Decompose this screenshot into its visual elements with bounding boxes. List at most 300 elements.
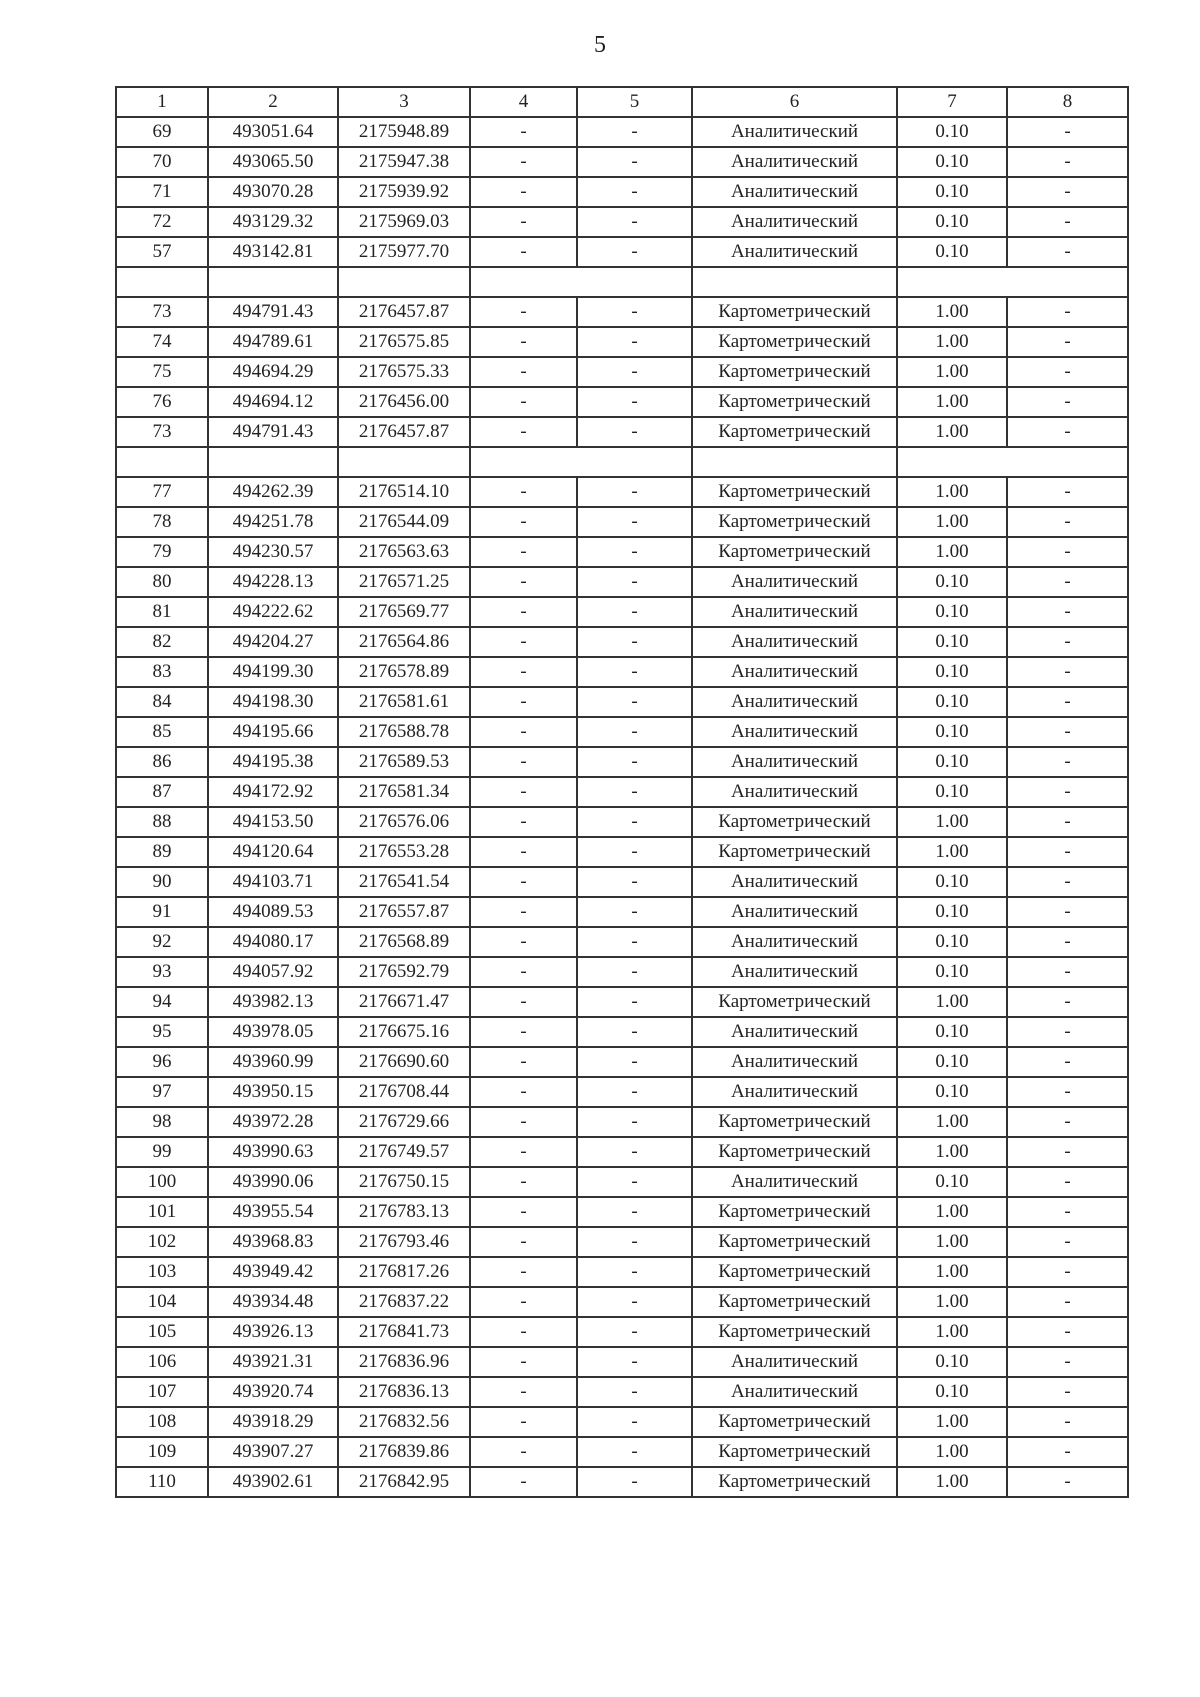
- col8-cell: -: [1007, 177, 1128, 207]
- point-number-cell: 106: [116, 1347, 208, 1377]
- separator-cell: [208, 267, 338, 297]
- col4-cell: -: [470, 1317, 577, 1347]
- table-row: [116, 1197, 1128, 1227]
- col8-cell: -: [1007, 327, 1128, 357]
- col5-cell: -: [577, 627, 692, 657]
- col4-cell: -: [470, 597, 577, 627]
- col5-cell: -: [577, 357, 692, 387]
- table-row: [116, 597, 1128, 627]
- table-row: [116, 987, 1128, 1017]
- table-row: [116, 747, 1128, 777]
- point-number-cell: 82: [116, 627, 208, 657]
- y-coordinate-cell: 2176589.53: [338, 747, 470, 777]
- x-coordinate-cell: 493926.13: [208, 1317, 338, 1347]
- col8-cell: -: [1007, 1407, 1128, 1437]
- col4-cell: -: [470, 1197, 577, 1227]
- col8-cell: -: [1007, 207, 1128, 237]
- col4-cell: -: [470, 687, 577, 717]
- method-cell: Картометрический: [692, 1227, 897, 1257]
- method-cell: Картометрический: [692, 297, 897, 327]
- y-coordinate-cell: 2176575.85: [338, 327, 470, 357]
- y-coordinate-cell: 2176588.78: [338, 717, 470, 747]
- y-coordinate-cell: 2176671.47: [338, 987, 470, 1017]
- y-coordinate-cell: 2176842.95: [338, 1467, 470, 1497]
- table-row: [116, 957, 1128, 987]
- table-row: [116, 1377, 1128, 1407]
- col4-cell: -: [470, 1467, 577, 1497]
- col4-cell: -: [470, 1107, 577, 1137]
- col8-cell: -: [1007, 717, 1128, 747]
- y-coordinate-cell: 2176575.33: [338, 357, 470, 387]
- accuracy-cell: 1.00: [897, 1107, 1007, 1137]
- col8-cell: -: [1007, 957, 1128, 987]
- method-cell: Картометрический: [692, 477, 897, 507]
- method-cell: Аналитический: [692, 237, 897, 267]
- y-coordinate-cell: 2176544.09: [338, 507, 470, 537]
- y-coordinate-cell: 2176839.86: [338, 1437, 470, 1467]
- table-row: [116, 1227, 1128, 1257]
- table-row: [116, 1077, 1128, 1107]
- point-number-cell: 57: [116, 237, 208, 267]
- accuracy-cell: 1.00: [897, 1317, 1007, 1347]
- method-cell: Аналитический: [692, 687, 897, 717]
- col5-cell: -: [577, 237, 692, 267]
- point-number-cell: 73: [116, 297, 208, 327]
- col4-cell: -: [470, 657, 577, 687]
- coordinates-table: [115, 86, 1129, 1498]
- x-coordinate-cell: 493990.63: [208, 1137, 338, 1167]
- col8-cell: -: [1007, 897, 1128, 927]
- separator-cell: [338, 267, 470, 297]
- point-number-cell: 73: [116, 417, 208, 447]
- x-coordinate-cell: 494195.66: [208, 717, 338, 747]
- col4-cell: -: [470, 177, 577, 207]
- col8-cell: -: [1007, 387, 1128, 417]
- col5-cell: -: [577, 1047, 692, 1077]
- col4-cell: -: [470, 627, 577, 657]
- col5-cell: -: [577, 1017, 692, 1047]
- accuracy-cell: 1.00: [897, 387, 1007, 417]
- x-coordinate-cell: 493070.28: [208, 177, 338, 207]
- col5-cell: -: [577, 987, 692, 1017]
- y-coordinate-cell: 2176836.13: [338, 1377, 470, 1407]
- col8-cell: -: [1007, 477, 1128, 507]
- col5-cell: -: [577, 117, 692, 147]
- x-coordinate-cell: 494120.64: [208, 837, 338, 867]
- table-row: [116, 687, 1128, 717]
- separator-row: [116, 267, 1128, 297]
- x-coordinate-cell: 493978.05: [208, 1017, 338, 1047]
- col5-cell: -: [577, 327, 692, 357]
- accuracy-cell: 0.10: [897, 897, 1007, 927]
- y-coordinate-cell: 2176457.87: [338, 417, 470, 447]
- point-number-cell: 79: [116, 537, 208, 567]
- x-coordinate-cell: 494791.43: [208, 417, 338, 447]
- point-number-cell: 87: [116, 777, 208, 807]
- x-coordinate-cell: 493907.27: [208, 1437, 338, 1467]
- accuracy-cell: 1.00: [897, 297, 1007, 327]
- col8-cell: -: [1007, 1107, 1128, 1137]
- table-row: [116, 297, 1128, 327]
- method-cell: Картометрический: [692, 357, 897, 387]
- y-coordinate-cell: 2176708.44: [338, 1077, 470, 1107]
- col5-cell: -: [577, 1167, 692, 1197]
- y-coordinate-cell: 2176564.86: [338, 627, 470, 657]
- point-number-cell: 80: [116, 567, 208, 597]
- col8-cell: -: [1007, 147, 1128, 177]
- x-coordinate-cell: 493968.83: [208, 1227, 338, 1257]
- col4-cell: -: [470, 327, 577, 357]
- col4-cell: -: [470, 807, 577, 837]
- x-coordinate-cell: 494694.12: [208, 387, 338, 417]
- y-coordinate-cell: 2176783.13: [338, 1197, 470, 1227]
- point-number-cell: 93: [116, 957, 208, 987]
- x-coordinate-cell: 494789.61: [208, 327, 338, 357]
- col8-cell: -: [1007, 867, 1128, 897]
- col4-cell: -: [470, 747, 577, 777]
- col8-cell: -: [1007, 1047, 1128, 1077]
- accuracy-cell: 1.00: [897, 1137, 1007, 1167]
- method-cell: Аналитический: [692, 597, 897, 627]
- col4-cell: -: [470, 717, 577, 747]
- column-header: 6: [692, 87, 897, 117]
- x-coordinate-cell: 494262.39: [208, 477, 338, 507]
- col8-cell: -: [1007, 597, 1128, 627]
- col5-cell: -: [577, 1227, 692, 1257]
- y-coordinate-cell: 2176793.46: [338, 1227, 470, 1257]
- col8-cell: -: [1007, 777, 1128, 807]
- point-number-cell: 96: [116, 1047, 208, 1077]
- x-coordinate-cell: 493934.48: [208, 1287, 338, 1317]
- method-cell: Аналитический: [692, 927, 897, 957]
- method-cell: Картометрический: [692, 1197, 897, 1227]
- col5-cell: -: [577, 687, 692, 717]
- method-cell: Картометрический: [692, 1407, 897, 1437]
- table-row: [116, 867, 1128, 897]
- y-coordinate-cell: 2176457.87: [338, 297, 470, 327]
- col5-cell: -: [577, 657, 692, 687]
- col8-cell: -: [1007, 537, 1128, 567]
- table-row: [116, 1167, 1128, 1197]
- table-row: [116, 1407, 1128, 1437]
- method-cell: Картометрический: [692, 1137, 897, 1167]
- x-coordinate-cell: 493065.50: [208, 147, 338, 177]
- separator-cell: [116, 447, 208, 477]
- x-coordinate-cell: 493990.06: [208, 1167, 338, 1197]
- col4-cell: -: [470, 297, 577, 327]
- table-row: [116, 417, 1128, 447]
- separator-cell: [897, 267, 1128, 297]
- col8-cell: -: [1007, 417, 1128, 447]
- accuracy-cell: 0.10: [897, 207, 1007, 237]
- accuracy-cell: 0.10: [897, 117, 1007, 147]
- table-row: [116, 1107, 1128, 1137]
- col8-cell: -: [1007, 807, 1128, 837]
- x-coordinate-cell: 494195.38: [208, 747, 338, 777]
- point-number-cell: 83: [116, 657, 208, 687]
- col5-cell: -: [577, 537, 692, 567]
- accuracy-cell: 0.10: [897, 597, 1007, 627]
- y-coordinate-cell: 2176553.28: [338, 837, 470, 867]
- col4-cell: -: [470, 1347, 577, 1377]
- col5-cell: -: [577, 1197, 692, 1227]
- y-coordinate-cell: 2176675.16: [338, 1017, 470, 1047]
- table-row: [116, 177, 1128, 207]
- method-cell: Картометрический: [692, 1107, 897, 1137]
- col8-cell: -: [1007, 1377, 1128, 1407]
- point-number-cell: 91: [116, 897, 208, 927]
- table-row: [116, 1317, 1128, 1347]
- x-coordinate-cell: 494199.30: [208, 657, 338, 687]
- table-row: [116, 897, 1128, 927]
- column-header: 2: [208, 87, 338, 117]
- x-coordinate-cell: 493982.13: [208, 987, 338, 1017]
- table-row: [116, 1347, 1128, 1377]
- table-row: [116, 537, 1128, 567]
- col4-cell: -: [470, 1407, 577, 1437]
- point-number-cell: 74: [116, 327, 208, 357]
- point-number-cell: 101: [116, 1197, 208, 1227]
- accuracy-cell: 1.00: [897, 1467, 1007, 1497]
- y-coordinate-cell: 2176841.73: [338, 1317, 470, 1347]
- accuracy-cell: 0.10: [897, 1047, 1007, 1077]
- table-row: [116, 1287, 1128, 1317]
- y-coordinate-cell: 2176836.96: [338, 1347, 470, 1377]
- col4-cell: -: [470, 537, 577, 567]
- accuracy-cell: 1.00: [897, 507, 1007, 537]
- table-row: [116, 477, 1128, 507]
- accuracy-cell: 0.10: [897, 567, 1007, 597]
- y-coordinate-cell: 2176832.56: [338, 1407, 470, 1437]
- table-row: [116, 627, 1128, 657]
- point-number-cell: 99: [116, 1137, 208, 1167]
- table-row: [116, 147, 1128, 177]
- column-header: 4: [470, 87, 577, 117]
- col5-cell: -: [577, 747, 692, 777]
- col5-cell: -: [577, 837, 692, 867]
- method-cell: Аналитический: [692, 117, 897, 147]
- table-row: [116, 657, 1128, 687]
- x-coordinate-cell: 494198.30: [208, 687, 338, 717]
- table-row: [116, 1017, 1128, 1047]
- point-number-cell: 85: [116, 717, 208, 747]
- col4-cell: -: [470, 387, 577, 417]
- y-coordinate-cell: 2175969.03: [338, 207, 470, 237]
- x-coordinate-cell: 494080.17: [208, 927, 338, 957]
- point-number-cell: 105: [116, 1317, 208, 1347]
- col5-cell: -: [577, 1257, 692, 1287]
- point-number-cell: 110: [116, 1467, 208, 1497]
- column-header: 5: [577, 87, 692, 117]
- point-number-cell: 98: [116, 1107, 208, 1137]
- y-coordinate-cell: 2175977.70: [338, 237, 470, 267]
- col4-cell: -: [470, 1077, 577, 1107]
- point-number-cell: 94: [116, 987, 208, 1017]
- col5-cell: -: [577, 1407, 692, 1437]
- col8-cell: -: [1007, 357, 1128, 387]
- col8-cell: -: [1007, 567, 1128, 597]
- method-cell: Аналитический: [692, 1047, 897, 1077]
- point-number-cell: 107: [116, 1377, 208, 1407]
- y-coordinate-cell: 2176571.25: [338, 567, 470, 597]
- accuracy-cell: 1.00: [897, 837, 1007, 867]
- separator-cell: [470, 267, 692, 297]
- separator-cell: [338, 447, 470, 477]
- x-coordinate-cell: 493955.54: [208, 1197, 338, 1227]
- method-cell: Аналитический: [692, 1347, 897, 1377]
- separator-cell: [692, 267, 897, 297]
- col8-cell: -: [1007, 927, 1128, 957]
- method-cell: Аналитический: [692, 657, 897, 687]
- header-row: [116, 87, 1128, 117]
- col4-cell: -: [470, 357, 577, 387]
- point-number-cell: 76: [116, 387, 208, 417]
- y-coordinate-cell: 2176578.89: [338, 657, 470, 687]
- point-number-cell: 86: [116, 747, 208, 777]
- accuracy-cell: 1.00: [897, 327, 1007, 357]
- method-cell: Аналитический: [692, 567, 897, 597]
- x-coordinate-cell: 494230.57: [208, 537, 338, 567]
- separator-cell: [116, 267, 208, 297]
- table-row: [116, 1467, 1128, 1497]
- point-number-cell: 89: [116, 837, 208, 867]
- col4-cell: -: [470, 1137, 577, 1167]
- accuracy-cell: 0.10: [897, 957, 1007, 987]
- point-number-cell: 88: [116, 807, 208, 837]
- table-row: [116, 567, 1128, 597]
- col8-cell: -: [1007, 1437, 1128, 1467]
- x-coordinate-cell: 493949.42: [208, 1257, 338, 1287]
- point-number-cell: 108: [116, 1407, 208, 1437]
- x-coordinate-cell: 494057.92: [208, 957, 338, 987]
- point-number-cell: 104: [116, 1287, 208, 1317]
- table-row: [116, 237, 1128, 267]
- point-number-cell: 75: [116, 357, 208, 387]
- col5-cell: -: [577, 1107, 692, 1137]
- accuracy-cell: 0.10: [897, 147, 1007, 177]
- accuracy-cell: 0.10: [897, 1347, 1007, 1377]
- col8-cell: -: [1007, 657, 1128, 687]
- col5-cell: -: [577, 597, 692, 627]
- method-cell: Картометрический: [692, 1467, 897, 1497]
- accuracy-cell: 1.00: [897, 1437, 1007, 1467]
- point-number-cell: 103: [116, 1257, 208, 1287]
- point-number-cell: 81: [116, 597, 208, 627]
- y-coordinate-cell: 2176750.15: [338, 1167, 470, 1197]
- x-coordinate-cell: 493902.61: [208, 1467, 338, 1497]
- column-header: 3: [338, 87, 470, 117]
- method-cell: Картометрический: [692, 327, 897, 357]
- point-number-cell: 78: [116, 507, 208, 537]
- point-number-cell: 102: [116, 1227, 208, 1257]
- accuracy-cell: 0.10: [897, 747, 1007, 777]
- col5-cell: -: [577, 1467, 692, 1497]
- col8-cell: -: [1007, 507, 1128, 537]
- col5-cell: -: [577, 717, 692, 747]
- point-number-cell: 71: [116, 177, 208, 207]
- col4-cell: -: [470, 567, 577, 597]
- table-row: [116, 1437, 1128, 1467]
- col4-cell: -: [470, 1437, 577, 1467]
- col4-cell: -: [470, 867, 577, 897]
- method-cell: Аналитический: [692, 867, 897, 897]
- y-coordinate-cell: 2176581.61: [338, 687, 470, 717]
- accuracy-cell: 0.10: [897, 177, 1007, 207]
- col8-cell: -: [1007, 687, 1128, 717]
- method-cell: Аналитический: [692, 897, 897, 927]
- col5-cell: -: [577, 807, 692, 837]
- y-coordinate-cell: 2175948.89: [338, 117, 470, 147]
- col4-cell: -: [470, 237, 577, 267]
- method-cell: Аналитический: [692, 1077, 897, 1107]
- col5-cell: -: [577, 777, 692, 807]
- y-coordinate-cell: 2176456.00: [338, 387, 470, 417]
- separator-cell: [470, 447, 692, 477]
- col8-cell: -: [1007, 1017, 1128, 1047]
- col4-cell: -: [470, 507, 577, 537]
- separator-cell: [897, 447, 1128, 477]
- accuracy-cell: 0.10: [897, 717, 1007, 747]
- accuracy-cell: 0.10: [897, 627, 1007, 657]
- y-coordinate-cell: 2176749.57: [338, 1137, 470, 1167]
- col8-cell: -: [1007, 1257, 1128, 1287]
- method-cell: Аналитический: [692, 777, 897, 807]
- accuracy-cell: 0.10: [897, 1377, 1007, 1407]
- point-number-cell: 100: [116, 1167, 208, 1197]
- method-cell: Картометрический: [692, 537, 897, 567]
- y-coordinate-cell: 2176563.63: [338, 537, 470, 567]
- y-coordinate-cell: 2175947.38: [338, 147, 470, 177]
- accuracy-cell: 1.00: [897, 357, 1007, 387]
- method-cell: Аналитический: [692, 147, 897, 177]
- col5-cell: -: [577, 177, 692, 207]
- col8-cell: -: [1007, 1167, 1128, 1197]
- x-coordinate-cell: 493129.32: [208, 207, 338, 237]
- x-coordinate-cell: 494089.53: [208, 897, 338, 927]
- col4-cell: -: [470, 897, 577, 927]
- accuracy-cell: 1.00: [897, 1407, 1007, 1437]
- method-cell: Аналитический: [692, 717, 897, 747]
- col8-cell: -: [1007, 1347, 1128, 1377]
- table-row: [116, 807, 1128, 837]
- y-coordinate-cell: 2176690.60: [338, 1047, 470, 1077]
- x-coordinate-cell: 493921.31: [208, 1347, 338, 1377]
- accuracy-cell: 0.10: [897, 867, 1007, 897]
- x-coordinate-cell: 494791.43: [208, 297, 338, 327]
- method-cell: Аналитический: [692, 627, 897, 657]
- accuracy-cell: 1.00: [897, 1227, 1007, 1257]
- accuracy-cell: 1.00: [897, 477, 1007, 507]
- x-coordinate-cell: 494204.27: [208, 627, 338, 657]
- col5-cell: -: [577, 417, 692, 447]
- col4-cell: -: [470, 987, 577, 1017]
- separator-cell: [208, 447, 338, 477]
- y-coordinate-cell: 2176817.26: [338, 1257, 470, 1287]
- col5-cell: -: [577, 387, 692, 417]
- col4-cell: -: [470, 837, 577, 867]
- col4-cell: -: [470, 1167, 577, 1197]
- col8-cell: -: [1007, 747, 1128, 777]
- table-row: [116, 357, 1128, 387]
- point-number-cell: 77: [116, 477, 208, 507]
- point-number-cell: 97: [116, 1077, 208, 1107]
- x-coordinate-cell: 493920.74: [208, 1377, 338, 1407]
- separator-row: [116, 447, 1128, 477]
- column-header: 1: [116, 87, 208, 117]
- y-coordinate-cell: 2176592.79: [338, 957, 470, 987]
- y-coordinate-cell: 2176569.77: [338, 597, 470, 627]
- method-cell: Аналитический: [692, 1017, 897, 1047]
